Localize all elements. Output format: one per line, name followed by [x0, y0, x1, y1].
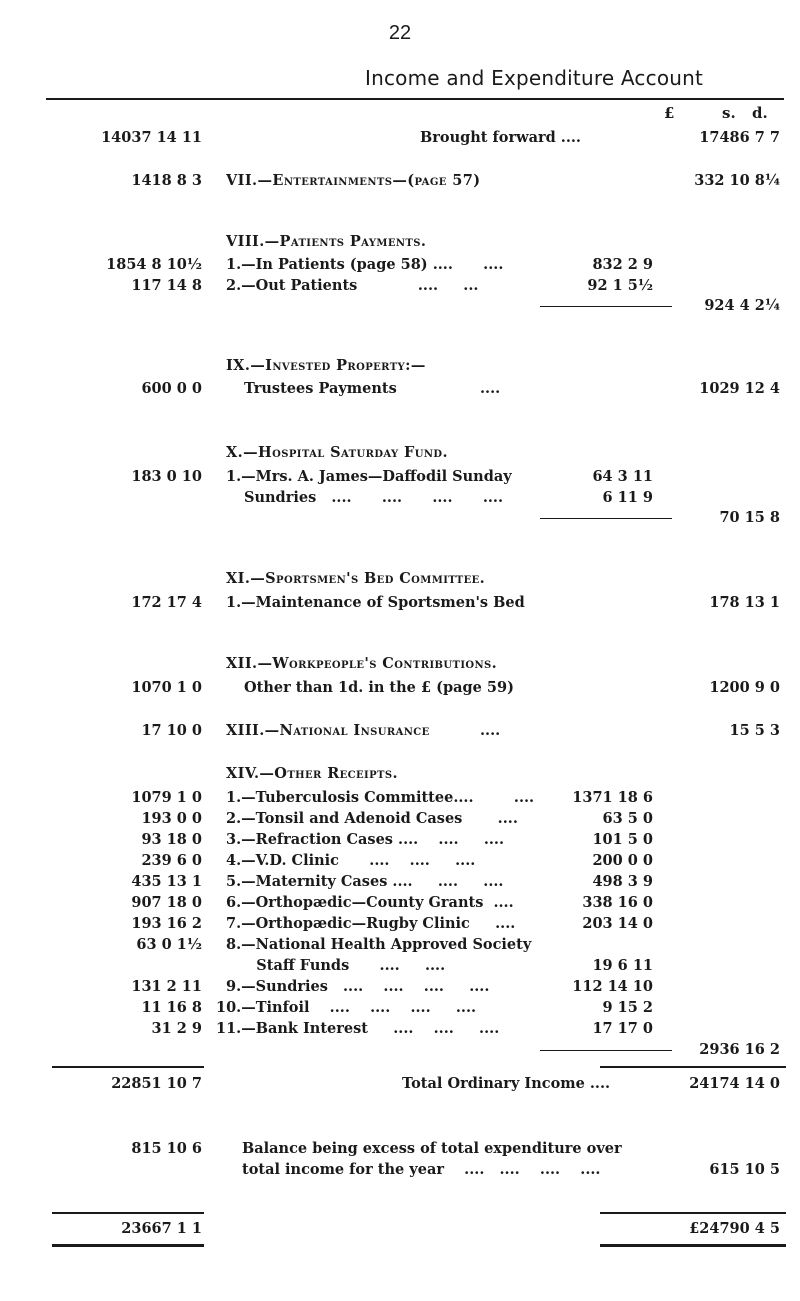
shillings-header: s. — [722, 104, 736, 122]
sportsmen-heading: XI.—Sportsmen's Bed Committee. — [226, 570, 486, 587]
patients-heading: VIII.—Patients Payments. — [226, 233, 427, 250]
right-grand-total-rule-bottom — [600, 1244, 786, 1247]
other-receipts-item-8-left: 63 0 1½ — [136, 936, 202, 953]
other-receipts-item-11-amount: 17 17 0 — [592, 1020, 653, 1037]
sportsmen-left: 172 17 4 — [131, 594, 202, 611]
patients-item-1-left: 1854 8 10½ — [106, 256, 202, 273]
other-receipts-item-1-amount: 1371 18 6 — [572, 789, 653, 806]
entertainments-left: 1418 8 3 — [131, 172, 202, 189]
right-total-rule-top — [600, 1066, 786, 1068]
saturday-fund-heading: X.—Hospital Saturday Fund. — [226, 444, 448, 461]
other-receipts-item-4-left: 239 6 0 — [141, 852, 202, 869]
other-receipts-item-5-amount: 498 3 9 — [592, 873, 653, 890]
other-receipts-item-10-left: 11 16 8 — [141, 999, 202, 1016]
balance-line-2: total income for the year .... .... .... .... — [242, 1161, 601, 1178]
grand-total-right: £24790 4 5 — [689, 1220, 780, 1237]
pounds-header: £ — [664, 104, 675, 122]
other-receipts-item-11-left: 31 2 9 — [151, 1020, 202, 1037]
other-receipts-item-10-label: 10.—Tinfoil .... .... .... .... — [216, 999, 477, 1016]
workpeople-right: 1200 9 0 — [709, 679, 780, 696]
left-grand-total-rule-bottom — [52, 1244, 204, 1247]
other-receipts-item-4-amount: 200 0 0 — [592, 852, 653, 869]
patients-item-2-left: 117 14 8 — [131, 277, 202, 294]
balance-left: 815 10 6 — [131, 1140, 202, 1157]
other-receipts-item-7-amount: 203 14 0 — [582, 915, 653, 932]
other-receipts-item-6-left: 907 18 0 — [131, 894, 202, 911]
brought-forward-right: 17486 7 7 — [699, 129, 780, 146]
national-insurance-dots: .... — [480, 722, 501, 739]
other-receipts-item-1-label: 1.—Tuberculosis Committee.... .... — [226, 789, 535, 806]
total-ordinary-right: 24174 14 0 — [689, 1075, 780, 1092]
entertainments-label: VII.—Entertainments—(page 57) — [226, 172, 481, 189]
other-receipts-item-5-label: 5.—Maternity Cases .... .... .... — [226, 873, 504, 890]
other-receipts-item-8-amount: 19 6 11 — [592, 957, 653, 974]
grand-total-left: 23667 1 1 — [121, 1220, 202, 1237]
invested-right: 1029 12 4 — [699, 380, 780, 397]
national-insurance-left: 17 10 0 — [141, 722, 202, 739]
sportsmen-label: 1.—Maintenance of Sportsmen's Bed — [226, 594, 525, 611]
saturday-fund-item-2-label: Sundries .... .... .... .... — [244, 489, 504, 506]
other-receipts-item-2-left: 193 0 0 — [141, 810, 202, 827]
brought-forward-label: Brought forward .... — [420, 129, 581, 146]
other-receipts-item-6-label: 6.—Orthopædic—County Grants .... — [226, 894, 514, 911]
other-receipts-item-3-label: 3.—Refraction Cases .... .... .... — [226, 831, 505, 848]
workpeople-left: 1070 1 0 — [131, 679, 202, 696]
other-receipts-item-8-continuation: Staff Funds .... .... — [226, 957, 446, 974]
patients-total: 924 4 2¼ — [704, 297, 780, 314]
other-receipts-total: 2936 16 2 — [699, 1041, 780, 1058]
total-ordinary-label: Total Ordinary Income .... — [402, 1075, 611, 1092]
other-receipts-item-9-amount: 112 14 10 — [572, 978, 653, 995]
left-grand-total-rule-top — [52, 1212, 204, 1214]
other-receipts-item-3-amount: 101 5 0 — [592, 831, 653, 848]
saturday-fund-left: 183 0 10 — [131, 468, 202, 485]
other-receipts-item-7-label: 7.—Orthopædic—Rugby Clinic .... — [226, 915, 516, 932]
other-receipts-item-8-label: 8.—National Health Approved Society — [226, 936, 532, 953]
other-receipts-item-11-label: 11.—Bank Interest .... .... .... — [216, 1020, 500, 1037]
patients-item-2-label: 2.—Out Patients .... ... — [226, 277, 479, 294]
invested-label: Trustees Payments — [244, 380, 397, 397]
saturday-fund-item-2-amount: 6 11 9 — [602, 489, 653, 506]
entertainments-right: 332 10 8¼ — [694, 172, 780, 189]
other-receipts-heading: XIV.—Other Receipts. — [226, 765, 398, 782]
other-receipts-item-9-label: 9.—Sundries .... .... .... .... — [226, 978, 490, 995]
workpeople-label: Other than 1d. in the £ (page 59) — [244, 679, 514, 696]
right-grand-total-rule-top — [600, 1212, 786, 1214]
header-rule — [46, 98, 784, 100]
invested-heading: IX.—Invested Property:— — [226, 357, 426, 374]
other-receipts-item-9-left: 131 2 11 — [131, 978, 202, 995]
total-ordinary-left: 22851 10 7 — [111, 1075, 202, 1092]
workpeople-heading: XII.—Workpeople's Contributions. — [226, 655, 498, 672]
patients-item-1-amount: 832 2 9 — [592, 256, 653, 273]
patients-item-2-amount: 92 1 5½ — [587, 277, 653, 294]
other-receipts-item-4-label: 4.—V.D. Clinic .... .... .... — [226, 852, 476, 869]
national-insurance-right: 15 5 3 — [729, 722, 780, 739]
national-insurance-label: XIII.—National Insurance — [226, 722, 430, 739]
invested-dots: .... — [480, 380, 501, 397]
patients-item-1-label: 1.—In Patients (page 58) .... .... — [226, 256, 504, 273]
left-total-rule-top — [52, 1066, 204, 1068]
other-receipts-item-10-amount: 9 15 2 — [602, 999, 653, 1016]
brought-forward-left: 14037 14 11 — [101, 129, 202, 146]
saturday-fund-item-1-label: 1.—Mrs. A. James—Daffodil Sunday — [226, 468, 512, 485]
other-receipts-item-7-left: 193 16 2 — [131, 915, 202, 932]
other-receipts-item-2-label: 2.—Tonsil and Adenoid Cases .... — [226, 810, 518, 827]
saturday-fund-total: 70 15 8 — [719, 509, 780, 526]
pence-header: d. — [752, 104, 768, 122]
page-number: 22 — [388, 22, 412, 44]
other-receipts-item-6-amount: 338 16 0 — [582, 894, 653, 911]
balance-line-1: Balance being excess of total expenditure over — [242, 1140, 622, 1157]
invested-left: 600 0 0 — [141, 380, 202, 397]
page-title: Income and Expenditure Account — [365, 66, 704, 90]
other-receipts-item-5-left: 435 13 1 — [131, 873, 202, 890]
other-receipts-item-2-amount: 63 5 0 — [602, 810, 653, 827]
saturday-fund-item-1-amount: 64 3 11 — [592, 468, 653, 485]
sportsmen-right: 178 13 1 — [709, 594, 780, 611]
other-receipts-item-1-left: 1079 1 0 — [131, 789, 202, 806]
balance-right: 615 10 5 — [709, 1161, 780, 1178]
other-receipts-item-3-left: 93 18 0 — [141, 831, 202, 848]
